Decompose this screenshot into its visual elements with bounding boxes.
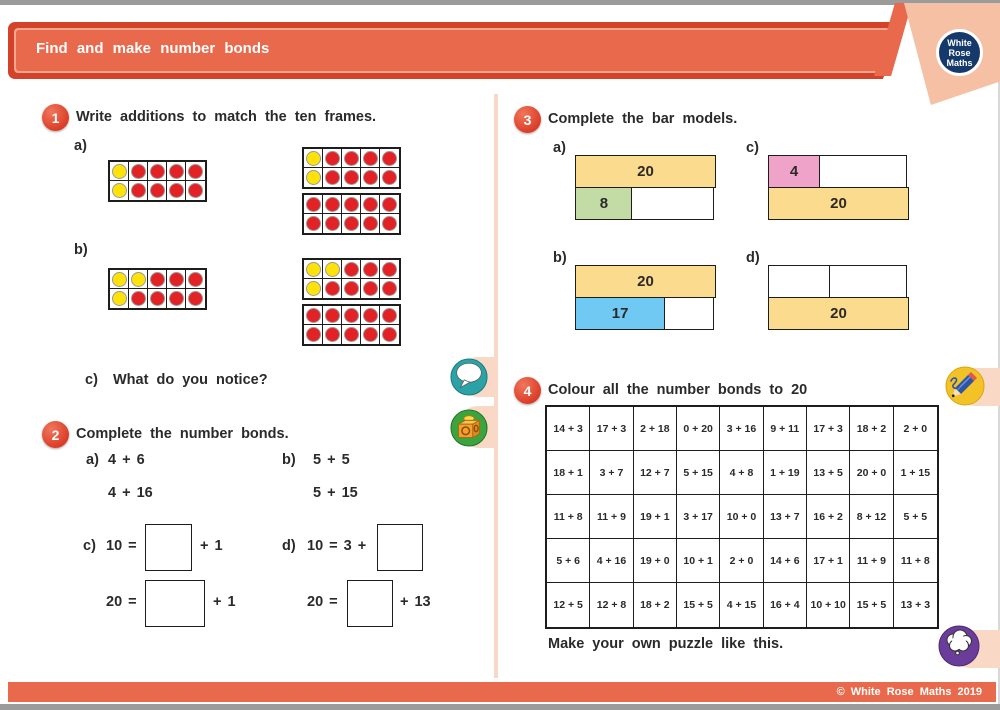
bar-model-b xyxy=(575,265,716,330)
speech-bubble-icon xyxy=(450,358,488,396)
red-counter xyxy=(363,151,378,166)
bar-segment: 20 xyxy=(768,187,909,220)
yellow-counter xyxy=(112,183,127,198)
ten-frame-b-stack-bottom xyxy=(302,304,401,346)
bar-segment-empty[interactable] xyxy=(768,265,830,298)
red-counter xyxy=(188,291,203,306)
bar-segment: 20 xyxy=(575,155,716,188)
bond-cell[interactable]: 8 + 12 xyxy=(850,495,893,539)
red-counter xyxy=(131,291,146,306)
bar-segment: 20 xyxy=(768,297,909,330)
red-counter xyxy=(363,281,378,296)
ten-frame-cell xyxy=(304,260,323,279)
red-counter xyxy=(344,262,359,277)
bar-segment: 4 xyxy=(768,155,820,188)
bond-cell[interactable]: 11 + 8 xyxy=(894,539,937,583)
question-2-badge: 2 xyxy=(42,421,69,448)
red-counter xyxy=(325,308,340,323)
ten-frame-cell xyxy=(361,260,380,279)
bar-model-row xyxy=(575,187,716,220)
red-counter xyxy=(306,327,321,342)
ten-frame-cell xyxy=(167,162,186,181)
bond-cell[interactable]: 2 + 18 xyxy=(634,407,677,451)
bond-cell[interactable]: 13 + 7 xyxy=(764,495,807,539)
ten-frame-cell xyxy=(323,195,342,214)
ten-frame-cell xyxy=(304,168,323,187)
q2-d-eq2-lhs: 20 = xyxy=(307,594,338,610)
ten-frame-cell xyxy=(304,279,323,298)
question-3-prompt: Complete the bar models. xyxy=(548,111,738,127)
red-counter xyxy=(169,183,184,198)
red-counter xyxy=(169,291,184,306)
bar-segment-empty[interactable] xyxy=(819,155,908,188)
yellow-counter xyxy=(306,281,321,296)
q3-model-b-label: b) xyxy=(553,250,567,266)
q3-model-d-label: d) xyxy=(746,250,760,266)
ten-frame-cell xyxy=(380,214,399,233)
bar-model-row xyxy=(768,297,909,330)
bond-cell[interactable]: 9 + 11 xyxy=(764,407,807,451)
ten-frame-b-single xyxy=(108,268,207,310)
red-counter xyxy=(188,272,203,287)
bond-cell[interactable]: 18 + 1 xyxy=(547,451,590,495)
yellow-counter xyxy=(306,151,321,166)
question-4-badge: 4 xyxy=(514,377,541,404)
red-counter xyxy=(131,183,146,198)
bar-model-d xyxy=(768,265,909,330)
bar-segment: 17 xyxy=(575,297,665,330)
red-counter xyxy=(344,170,359,185)
footer-bar: © White Rose Maths 2019 xyxy=(8,682,996,702)
ten-frame-cell xyxy=(380,149,399,168)
logo-line: White xyxy=(947,37,972,48)
question-3-badge: 3 xyxy=(514,106,541,133)
bar-segment-empty[interactable] xyxy=(664,297,715,330)
ten-frame-cell xyxy=(110,162,129,181)
red-counter xyxy=(325,151,340,166)
ten-frame-cell xyxy=(323,214,342,233)
ten-frame-cell xyxy=(380,260,399,279)
yellow-counter xyxy=(131,272,146,287)
red-counter xyxy=(382,151,397,166)
ten-frame-cell xyxy=(304,325,323,344)
ten-frame-cell xyxy=(167,289,186,308)
red-counter xyxy=(344,281,359,296)
bar-model-row xyxy=(575,265,716,298)
bond-cell[interactable]: 3 + 7 xyxy=(590,451,633,495)
ten-frame-cell xyxy=(380,306,399,325)
ten-frame-cell xyxy=(148,181,167,200)
red-counter xyxy=(382,281,397,296)
q2-d-eq1-lhs: 10 = 3 + xyxy=(307,538,367,554)
ten-frame-cell xyxy=(342,214,361,233)
bond-cell[interactable]: 10 + 1 xyxy=(677,539,720,583)
q1-part-c-label: c) xyxy=(85,372,98,388)
ten-frame-cell xyxy=(110,270,129,289)
red-counter xyxy=(344,308,359,323)
white-rose-maths-logo xyxy=(936,29,983,76)
ten-frame-cell xyxy=(110,181,129,200)
bar-model-row xyxy=(575,297,716,330)
bar-segment-empty[interactable] xyxy=(631,187,714,220)
bond-cell[interactable]: 16 + 2 xyxy=(807,495,850,539)
ten-frame-cell xyxy=(110,289,129,308)
ten-frame-a-single xyxy=(108,160,207,202)
bond-cell[interactable]: 17 + 3 xyxy=(590,407,633,451)
bar-model-row xyxy=(768,155,909,188)
red-counter xyxy=(150,291,165,306)
red-counter xyxy=(325,197,340,212)
bond-cell[interactable]: 19 + 0 xyxy=(634,539,677,583)
red-counter xyxy=(150,164,165,179)
bar-model-c xyxy=(768,155,909,220)
red-counter xyxy=(344,216,359,231)
ten-frame-cell xyxy=(380,168,399,187)
q4-outro-text: Make your own puzzle like this. xyxy=(548,636,784,652)
bond-cell[interactable]: 12 + 8 xyxy=(590,583,633,627)
bond-cell[interactable]: 5 + 6 xyxy=(547,539,590,583)
q2-a-line1: 4 + 6 xyxy=(108,452,145,468)
bond-cell[interactable]: 11 + 9 xyxy=(590,495,633,539)
red-counter xyxy=(382,262,397,277)
red-counter xyxy=(325,216,340,231)
red-counter xyxy=(382,197,397,212)
number-bonds-grid xyxy=(545,405,939,629)
logo-line: Maths xyxy=(946,57,973,68)
window-top-strip xyxy=(0,0,1000,5)
q1-part-c-text: What do you notice? xyxy=(113,372,268,388)
ten-frame-cell xyxy=(380,195,399,214)
bond-cell[interactable]: 3 + 17 xyxy=(677,495,720,539)
ten-frame-cell xyxy=(148,289,167,308)
bond-cell[interactable]: 18 + 2 xyxy=(634,583,677,627)
bond-cell[interactable]: 0 + 20 xyxy=(677,407,720,451)
red-counter xyxy=(344,151,359,166)
red-counter xyxy=(306,197,321,212)
yellow-counter xyxy=(306,262,321,277)
q2-b-line1: 5 + 5 xyxy=(313,452,350,468)
red-counter xyxy=(363,262,378,277)
ten-frame-cell xyxy=(304,195,323,214)
q3-model-c-label: c) xyxy=(746,140,759,156)
q2-part-a-label: a) xyxy=(86,452,99,468)
yellow-counter xyxy=(306,170,321,185)
bar-segment: 8 xyxy=(575,187,633,220)
ten-frame-cell xyxy=(148,162,167,181)
bond-cell[interactable]: 13 + 5 xyxy=(807,451,850,495)
answer-box[interactable] xyxy=(377,524,423,571)
ten-frame-a-stack-bottom xyxy=(302,193,401,235)
bond-cell[interactable]: 11 + 8 xyxy=(547,495,590,539)
yellow-counter xyxy=(112,272,127,287)
answer-box[interactable] xyxy=(347,580,393,627)
ten-frame-cell xyxy=(186,270,205,289)
ten-frame-cell xyxy=(342,325,361,344)
bond-cell[interactable]: 19 + 1 xyxy=(634,495,677,539)
red-counter xyxy=(169,164,184,179)
red-counter xyxy=(306,308,321,323)
ten-frame-cell xyxy=(304,306,323,325)
red-counter xyxy=(306,216,321,231)
ten-frame-cell xyxy=(129,162,148,181)
red-counter xyxy=(363,216,378,231)
red-counter xyxy=(188,164,203,179)
bond-cell[interactable]: 4 + 16 xyxy=(590,539,633,583)
answer-box[interactable] xyxy=(145,524,192,571)
building-block-icon xyxy=(450,409,488,447)
ten-frame-cell xyxy=(342,195,361,214)
red-counter xyxy=(382,170,397,185)
ten-frame-cell xyxy=(342,149,361,168)
ten-frame-cell xyxy=(186,181,205,200)
ten-frame-cell xyxy=(342,260,361,279)
red-counter xyxy=(363,197,378,212)
q2-c-eq2-lhs: 20 = xyxy=(106,594,137,610)
ten-frame-cell xyxy=(380,279,399,298)
bond-cell[interactable]: 5 + 5 xyxy=(894,495,937,539)
bond-cell[interactable]: 12 + 5 xyxy=(547,583,590,627)
red-counter xyxy=(325,170,340,185)
bond-cell[interactable]: 1 + 15 xyxy=(894,451,937,495)
ten-frame-cell xyxy=(342,168,361,187)
q3-model-a-label: a) xyxy=(553,140,566,156)
ten-frame-cell xyxy=(342,306,361,325)
bar-model-row xyxy=(768,187,909,220)
bond-cell[interactable]: 4 + 15 xyxy=(720,583,763,627)
bond-cell[interactable]: 12 + 7 xyxy=(634,451,677,495)
red-counter xyxy=(344,197,359,212)
bar-segment: 20 xyxy=(575,265,716,298)
ten-frame-cell xyxy=(323,149,342,168)
red-counter xyxy=(382,308,397,323)
yellow-counter xyxy=(112,291,127,306)
bond-cell[interactable]: 4 + 8 xyxy=(720,451,763,495)
yellow-counter xyxy=(112,164,127,179)
red-counter xyxy=(150,272,165,287)
window-bottom-strip xyxy=(0,704,1000,710)
ten-frame-cell xyxy=(361,214,380,233)
bond-cell[interactable]: 17 + 3 xyxy=(807,407,850,451)
bar-model-row xyxy=(768,265,909,298)
bond-cell[interactable]: 10 + 10 xyxy=(807,583,850,627)
question-1-badge: 1 xyxy=(42,104,69,131)
answer-box[interactable] xyxy=(145,580,205,627)
ten-frame-cell xyxy=(167,270,186,289)
bond-cell[interactable]: 14 + 3 xyxy=(547,407,590,451)
ten-frame-cell xyxy=(304,214,323,233)
ten-frame-cell xyxy=(361,195,380,214)
bond-cell[interactable]: 15 + 5 xyxy=(677,583,720,627)
bond-cell[interactable]: 15 + 5 xyxy=(850,583,893,627)
red-counter xyxy=(150,183,165,198)
page-title: Find and make number bonds xyxy=(36,40,270,57)
ten-frame-cell xyxy=(148,270,167,289)
red-counter xyxy=(382,327,397,342)
bond-cell[interactable]: 11 + 9 xyxy=(850,539,893,583)
bond-cell[interactable]: 14 + 6 xyxy=(764,539,807,583)
ten-frame-cell xyxy=(361,325,380,344)
ten-frame-cell xyxy=(342,279,361,298)
ten-frame-cell xyxy=(361,306,380,325)
yellow-counter xyxy=(325,262,340,277)
q1-part-a-label: a) xyxy=(74,138,87,154)
ten-frame-cell xyxy=(167,181,186,200)
ten-frame-cell xyxy=(361,168,380,187)
red-counter xyxy=(325,327,340,342)
ten-frame-cell xyxy=(129,270,148,289)
red-counter xyxy=(169,272,184,287)
bond-cell[interactable]: 16 + 4 xyxy=(764,583,807,627)
ten-frame-cell xyxy=(323,325,342,344)
red-counter xyxy=(344,327,359,342)
q2-c-eq2-rhs: + 1 xyxy=(213,594,236,610)
thought-bubble-icon xyxy=(938,625,980,667)
bond-cell[interactable]: 5 + 15 xyxy=(677,451,720,495)
bar-model-row xyxy=(575,155,716,188)
red-counter xyxy=(325,281,340,296)
red-counter xyxy=(363,327,378,342)
pencil-icon xyxy=(945,366,985,406)
red-counter xyxy=(363,170,378,185)
ten-frame-cell xyxy=(186,289,205,308)
red-counter xyxy=(363,308,378,323)
q2-c-eq1-lhs: 10 = xyxy=(106,538,137,554)
ten-frame-cell xyxy=(361,149,380,168)
bond-cell[interactable]: 2 + 0 xyxy=(720,539,763,583)
bar-segment-empty[interactable] xyxy=(829,265,908,298)
bond-cell[interactable]: 17 + 1 xyxy=(807,539,850,583)
ten-frame-a-stack-top xyxy=(302,147,401,189)
bond-cell[interactable]: 10 + 0 xyxy=(720,495,763,539)
question-2-prompt: Complete the number bonds. xyxy=(76,426,289,442)
ten-frame-cell xyxy=(186,162,205,181)
q2-d-eq2-rhs: + 13 xyxy=(400,594,431,610)
q2-part-b-label: b) xyxy=(282,452,296,468)
ten-frame-cell xyxy=(361,279,380,298)
q2-part-d-label: d) xyxy=(282,538,296,554)
ten-frame-cell xyxy=(129,289,148,308)
q2-part-c-label: c) xyxy=(83,538,96,554)
red-counter xyxy=(382,216,397,231)
bar-model-a xyxy=(575,155,716,220)
ten-frame-cell xyxy=(129,181,148,200)
q2-b-line2: 5 + 15 xyxy=(313,485,358,501)
q1-part-b-label: b) xyxy=(74,242,88,258)
bond-cell[interactable]: 13 + 3 xyxy=(900,599,931,611)
question-1-prompt: Write additions to match the ten frames. xyxy=(76,109,377,125)
bond-cell[interactable]: 1 + 19 xyxy=(764,451,807,495)
question-4-prompt: Colour all the number bonds to 20 xyxy=(548,382,808,398)
logo-line: Rose xyxy=(948,47,971,58)
q2-c-eq1-rhs: + 1 xyxy=(200,538,223,554)
ten-frame-cell xyxy=(323,306,342,325)
ten-frame-cell xyxy=(323,279,342,298)
ten-frame-cell xyxy=(323,168,342,187)
bond-cell[interactable]: 3 + 16 xyxy=(720,407,763,451)
ten-frame-cell xyxy=(323,260,342,279)
ten-frame-cell xyxy=(304,149,323,168)
bond-cell[interactable]: 20 + 0 xyxy=(850,451,893,495)
bond-cell[interactable]: 18 + 2 xyxy=(850,407,893,451)
red-counter xyxy=(131,164,146,179)
bond-cell[interactable]: 2 + 0 xyxy=(894,407,937,451)
q2-a-line2: 4 + 16 xyxy=(108,485,153,501)
ten-frame-b-stack-top xyxy=(302,258,401,300)
red-counter xyxy=(188,183,203,198)
ten-frame-cell xyxy=(380,325,399,344)
